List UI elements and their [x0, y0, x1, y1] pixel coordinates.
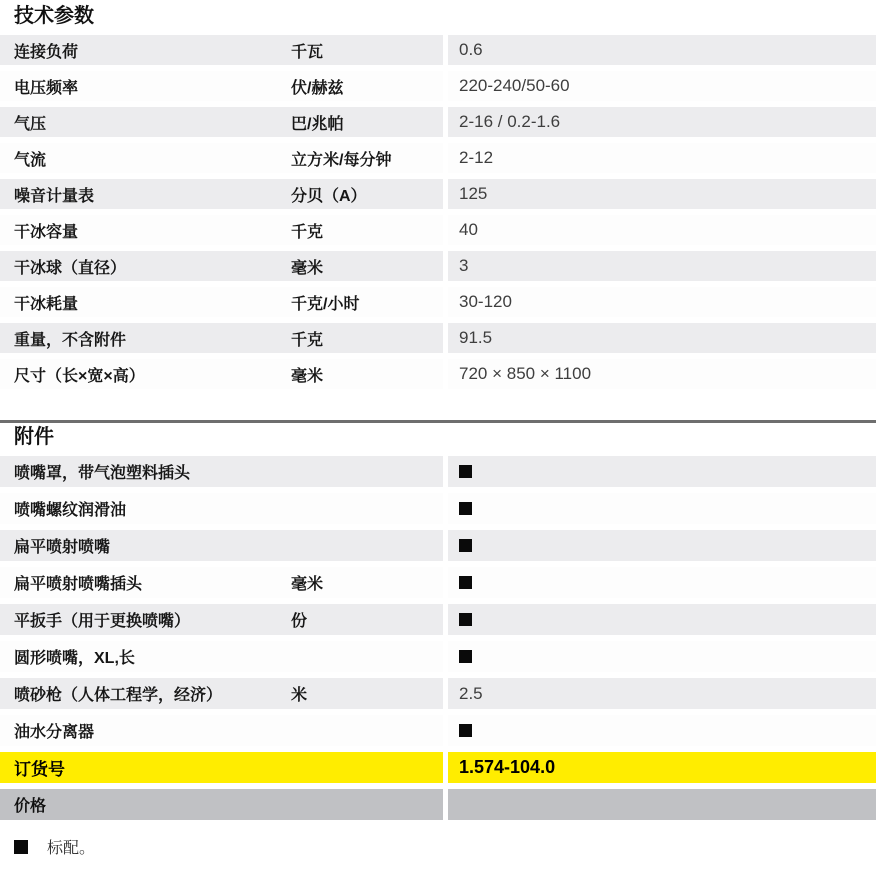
row-unit: 千瓦 [291, 43, 324, 61]
row-label-cell [0, 641, 443, 672]
standard-equipment-square-icon [459, 613, 472, 626]
row-value-cell [448, 678, 876, 709]
row-value-cell [448, 71, 876, 101]
table-row [0, 287, 876, 317]
row-label: 干冰耗量 [14, 295, 79, 313]
row-label-cell [0, 71, 443, 101]
row-value-cell [448, 215, 876, 245]
row-label: 干冰容量 [14, 223, 79, 241]
row-value: 0.6 [459, 40, 483, 59]
table-row [0, 456, 876, 487]
table-row [0, 604, 876, 635]
row-label: 价格 [14, 798, 47, 815]
row-unit: 份 [291, 613, 308, 630]
table-row [0, 678, 876, 709]
row-value: 91.5 [459, 328, 493, 347]
row-label: 尺寸（长×宽×高） [14, 367, 145, 385]
accessories-table [0, 456, 876, 820]
row-label-cell [0, 789, 443, 820]
accessories-section-title: 附件 [14, 426, 54, 448]
table-row [0, 143, 876, 173]
row-value-cell [448, 530, 876, 561]
row-label-cell [0, 530, 443, 561]
row-label-cell [0, 493, 443, 524]
row-value: 720 × 850 × 1100 [459, 364, 592, 383]
table-row [0, 35, 876, 65]
row-label-cell [0, 35, 443, 65]
table-row [0, 107, 876, 137]
row-value-cell [448, 752, 876, 783]
row-value: 2-16 / 0.2-1.6 [459, 112, 561, 131]
row-unit: 巴/兆帕 [291, 115, 344, 133]
table-row [0, 715, 876, 746]
row-value-cell [448, 715, 876, 746]
row-value: 30-120 [459, 292, 512, 311]
row-value-cell [448, 567, 876, 598]
row-label: 扁平喷射喷嘴插头 [14, 576, 143, 593]
row-label-cell [0, 752, 443, 783]
standard-equipment-square-icon [459, 465, 472, 478]
standard-equipment-square-icon [459, 724, 472, 737]
row-label: 气压 [14, 115, 47, 133]
row-label-cell [0, 215, 443, 245]
standard-equipment-square-icon [459, 650, 472, 663]
row-value-cell [448, 323, 876, 353]
table-row [0, 752, 876, 783]
table-row [0, 323, 876, 353]
row-unit: 千克 [291, 331, 324, 349]
row-label: 气流 [14, 151, 47, 169]
table-row [0, 215, 876, 245]
row-value: 220-240/50-60 [459, 76, 570, 95]
row-unit: 分贝（A） [291, 187, 367, 205]
legend [0, 826, 876, 858]
row-label-cell [0, 456, 443, 487]
row-label: 连接负荷 [14, 43, 79, 61]
row-value-cell [448, 179, 876, 209]
row-label: 圆形喷嘴，XL,长 [14, 650, 135, 667]
row-label: 订货号 [14, 760, 65, 779]
row-unit: 毫米 [291, 259, 324, 277]
row-value: 2.5 [459, 683, 483, 703]
row-label-cell [0, 107, 443, 137]
standard-equipment-square-icon [14, 840, 28, 854]
row-value-cell [448, 143, 876, 173]
table-row [0, 179, 876, 209]
legend-text: 标配。 [47, 840, 96, 857]
row-value-cell [448, 493, 876, 524]
standard-equipment-square-icon [459, 539, 472, 552]
row-unit: 千克 [291, 223, 324, 241]
row-unit: 立方米/每分钟 [291, 151, 392, 169]
row-value: 125 [459, 184, 488, 203]
row-label-cell [0, 323, 443, 353]
table-row [0, 641, 876, 672]
row-value-cell [448, 107, 876, 137]
row-unit: 毫米 [291, 367, 324, 385]
row-value-cell [448, 359, 876, 389]
row-label: 平扳手（用于更换喷嘴） [14, 613, 191, 630]
row-value: 1.574-104.0 [459, 757, 556, 777]
row-label-cell [0, 179, 443, 209]
row-label: 重量，不含附件 [14, 331, 127, 349]
row-label-cell [0, 143, 443, 173]
row-label-cell [0, 604, 443, 635]
table-row [0, 251, 876, 281]
row-unit: 千克/小时 [291, 295, 360, 313]
row-unit: 毫米 [291, 576, 324, 593]
tech-section-title: 技术参数 [14, 5, 94, 27]
standard-equipment-square-icon [459, 576, 472, 589]
tech-spec-table [0, 35, 876, 389]
table-row [0, 493, 876, 524]
row-value-cell [448, 789, 876, 820]
row-value: 2-12 [459, 148, 494, 167]
row-unit: 伏/赫兹 [291, 79, 344, 97]
row-label: 扁平喷射喷嘴 [14, 539, 111, 556]
row-value-cell [448, 641, 876, 672]
row-unit: 米 [291, 687, 308, 704]
table-row [0, 567, 876, 598]
row-value-cell [448, 604, 876, 635]
row-value-cell [448, 287, 876, 317]
row-label: 喷砂枪（人体工程学，经济） [14, 687, 223, 704]
row-label: 干冰球（直径） [14, 259, 127, 277]
row-label-cell [0, 359, 443, 389]
row-value: 40 [459, 220, 478, 239]
row-value-cell [448, 35, 876, 65]
row-label-cell [0, 567, 443, 598]
table-row [0, 789, 876, 820]
row-value-cell [448, 251, 876, 281]
row-label: 喷嘴罩，带气泡塑料插头 [14, 465, 191, 482]
table-row [0, 359, 876, 389]
row-label-cell [0, 715, 443, 746]
row-label: 喷嘴螺纹润滑油 [14, 502, 127, 519]
row-label-cell [0, 251, 443, 281]
table-row [0, 71, 876, 101]
row-label: 电压频率 [14, 79, 79, 97]
row-label-cell [0, 287, 443, 317]
row-label: 噪音计量表 [14, 187, 95, 205]
row-label-cell [0, 678, 443, 709]
row-value: 3 [459, 256, 469, 275]
table-row [0, 530, 876, 561]
standard-equipment-square-icon [459, 502, 472, 515]
row-label: 油水分离器 [14, 724, 95, 741]
row-value-cell [448, 456, 876, 487]
